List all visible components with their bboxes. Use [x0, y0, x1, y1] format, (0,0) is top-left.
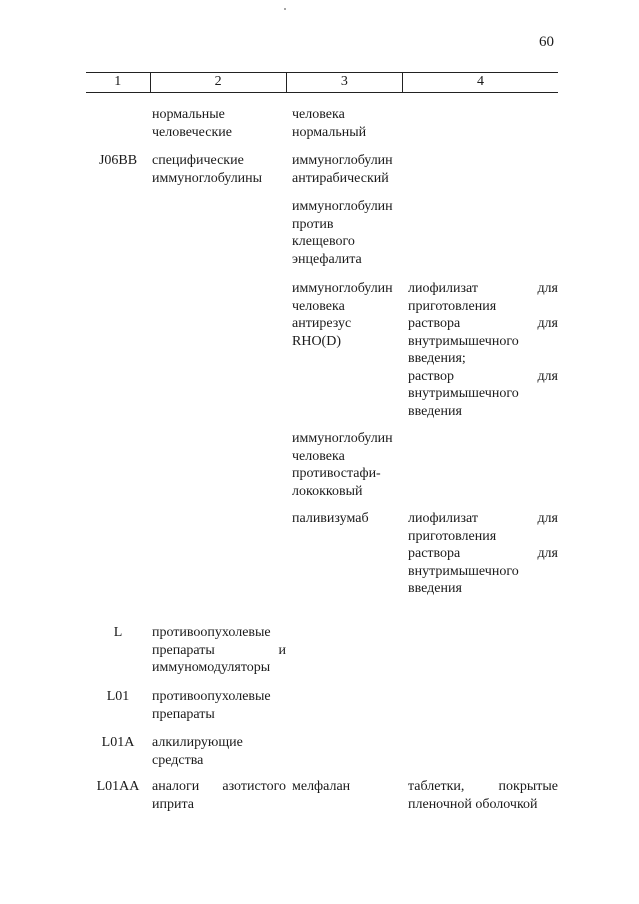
group-name	[150, 430, 286, 500]
atc-code: L	[113, 625, 123, 640]
form-line: внутримышечного	[408, 563, 519, 579]
drug-line: мелфалан	[292, 779, 351, 794]
group-line: человеческие	[152, 124, 232, 140]
drug-name	[286, 152, 402, 187]
table-row	[86, 624, 558, 677]
group-name	[150, 152, 286, 187]
drug-line: человека	[292, 107, 345, 122]
group-line: иприта	[152, 796, 194, 812]
drug-name	[286, 688, 402, 723]
group-line: аналоги азотистого	[152, 779, 286, 794]
drug-name	[286, 106, 402, 141]
dosage-form	[402, 688, 558, 723]
atc-code: L01AA	[96, 779, 140, 794]
drug-line: против	[292, 216, 334, 232]
drug-line: противостафи-	[292, 466, 381, 481]
drug-name	[286, 624, 402, 677]
dosage-form	[402, 778, 558, 813]
group-line: препараты и	[152, 642, 286, 658]
atc-code: L01A	[101, 735, 135, 750]
form-line: введения	[408, 581, 462, 596]
group-name	[150, 510, 286, 598]
table-row	[86, 280, 558, 420]
header-col-4: 4	[477, 74, 484, 89]
group-line: средства	[152, 752, 204, 768]
table-row	[86, 152, 558, 187]
group-line: специфические	[152, 153, 244, 168]
drug-name	[286, 734, 402, 769]
group-name	[150, 624, 286, 677]
drug-line: антирезус	[292, 316, 352, 331]
group-line: иммуноглобулины	[152, 170, 263, 186]
atc-code	[86, 106, 150, 141]
form-line: раствор для	[408, 368, 558, 384]
drug-line: лококковый	[292, 483, 363, 499]
table-row	[86, 430, 558, 500]
table-row	[86, 734, 558, 769]
group-line: противоопухолевые	[152, 689, 271, 704]
dosage-form	[402, 198, 558, 268]
drug-name	[286, 198, 402, 268]
drug-name	[286, 778, 402, 813]
drug-line: паливизумаб	[292, 511, 369, 526]
form-line: раствора для	[408, 546, 558, 561]
drug-line: человека	[292, 448, 345, 464]
table-row	[86, 510, 558, 598]
dosage-form	[402, 734, 558, 769]
group-name	[150, 688, 286, 723]
atc-code	[86, 510, 150, 598]
drug-line: клещевого	[292, 234, 355, 249]
group-name	[150, 280, 286, 420]
atc-code: L01	[106, 689, 130, 704]
drug-line: антирабический	[292, 170, 389, 186]
form-line: пленочной оболочкой	[408, 796, 538, 812]
form-line: раствора для	[408, 316, 558, 331]
group-line: алкилирующие	[152, 735, 243, 750]
drug-line: иммуноглобулин	[292, 431, 393, 446]
drug-line: иммуноглобулин	[292, 199, 393, 214]
atc-code	[86, 430, 150, 500]
group-line: иммуномодуляторы	[152, 660, 271, 675]
form-line: внутримышечного	[408, 386, 519, 401]
drug-line: RHO(D)	[292, 333, 341, 349]
form-line: введения	[408, 403, 462, 419]
table-row	[86, 106, 558, 141]
drug-line: нормальный	[292, 124, 367, 140]
atc-code: J06BB	[98, 153, 138, 168]
dosage-form	[402, 624, 558, 677]
form-line: приготовления	[408, 298, 497, 314]
group-line: противоопухолевые	[152, 625, 271, 640]
table-row	[86, 778, 558, 813]
form-line: таблетки, покрытые	[408, 779, 558, 794]
drug-line: иммуноглобулин	[292, 153, 393, 168]
form-line: введения;	[408, 351, 466, 366]
table-header	[86, 72, 558, 93]
drug-line: человека	[292, 298, 345, 314]
form-line: лиофилизат для	[408, 511, 558, 526]
atc-code	[86, 280, 150, 420]
group-line: препараты	[152, 706, 215, 722]
group-name	[150, 106, 286, 141]
form-line: внутримышечного	[408, 333, 519, 349]
dosage-form	[402, 510, 558, 598]
header-col-1: 1	[86, 73, 151, 92]
dosage-form	[402, 106, 558, 141]
scan-speck	[284, 8, 286, 10]
form-line: лиофилизат для	[408, 281, 558, 296]
drug-line: иммуноглобулин	[292, 281, 393, 296]
drug-name	[286, 510, 402, 598]
dosage-form	[402, 152, 558, 187]
group-name	[150, 778, 286, 813]
table-row	[86, 688, 558, 723]
page-number: 60	[539, 34, 554, 50]
group-line: нормальные	[152, 107, 225, 122]
group-name	[150, 734, 286, 769]
dosage-form	[402, 280, 558, 420]
drug-line: энцефалита	[292, 251, 362, 267]
header-col-3: 3	[287, 73, 403, 92]
drug-name	[286, 280, 402, 420]
dosage-form	[402, 430, 558, 500]
form-line: приготовления	[408, 528, 497, 544]
group-name	[150, 198, 286, 268]
header-col-2: 2	[151, 73, 287, 92]
atc-code	[86, 198, 150, 268]
table-row	[86, 198, 558, 268]
drug-name	[286, 430, 402, 500]
